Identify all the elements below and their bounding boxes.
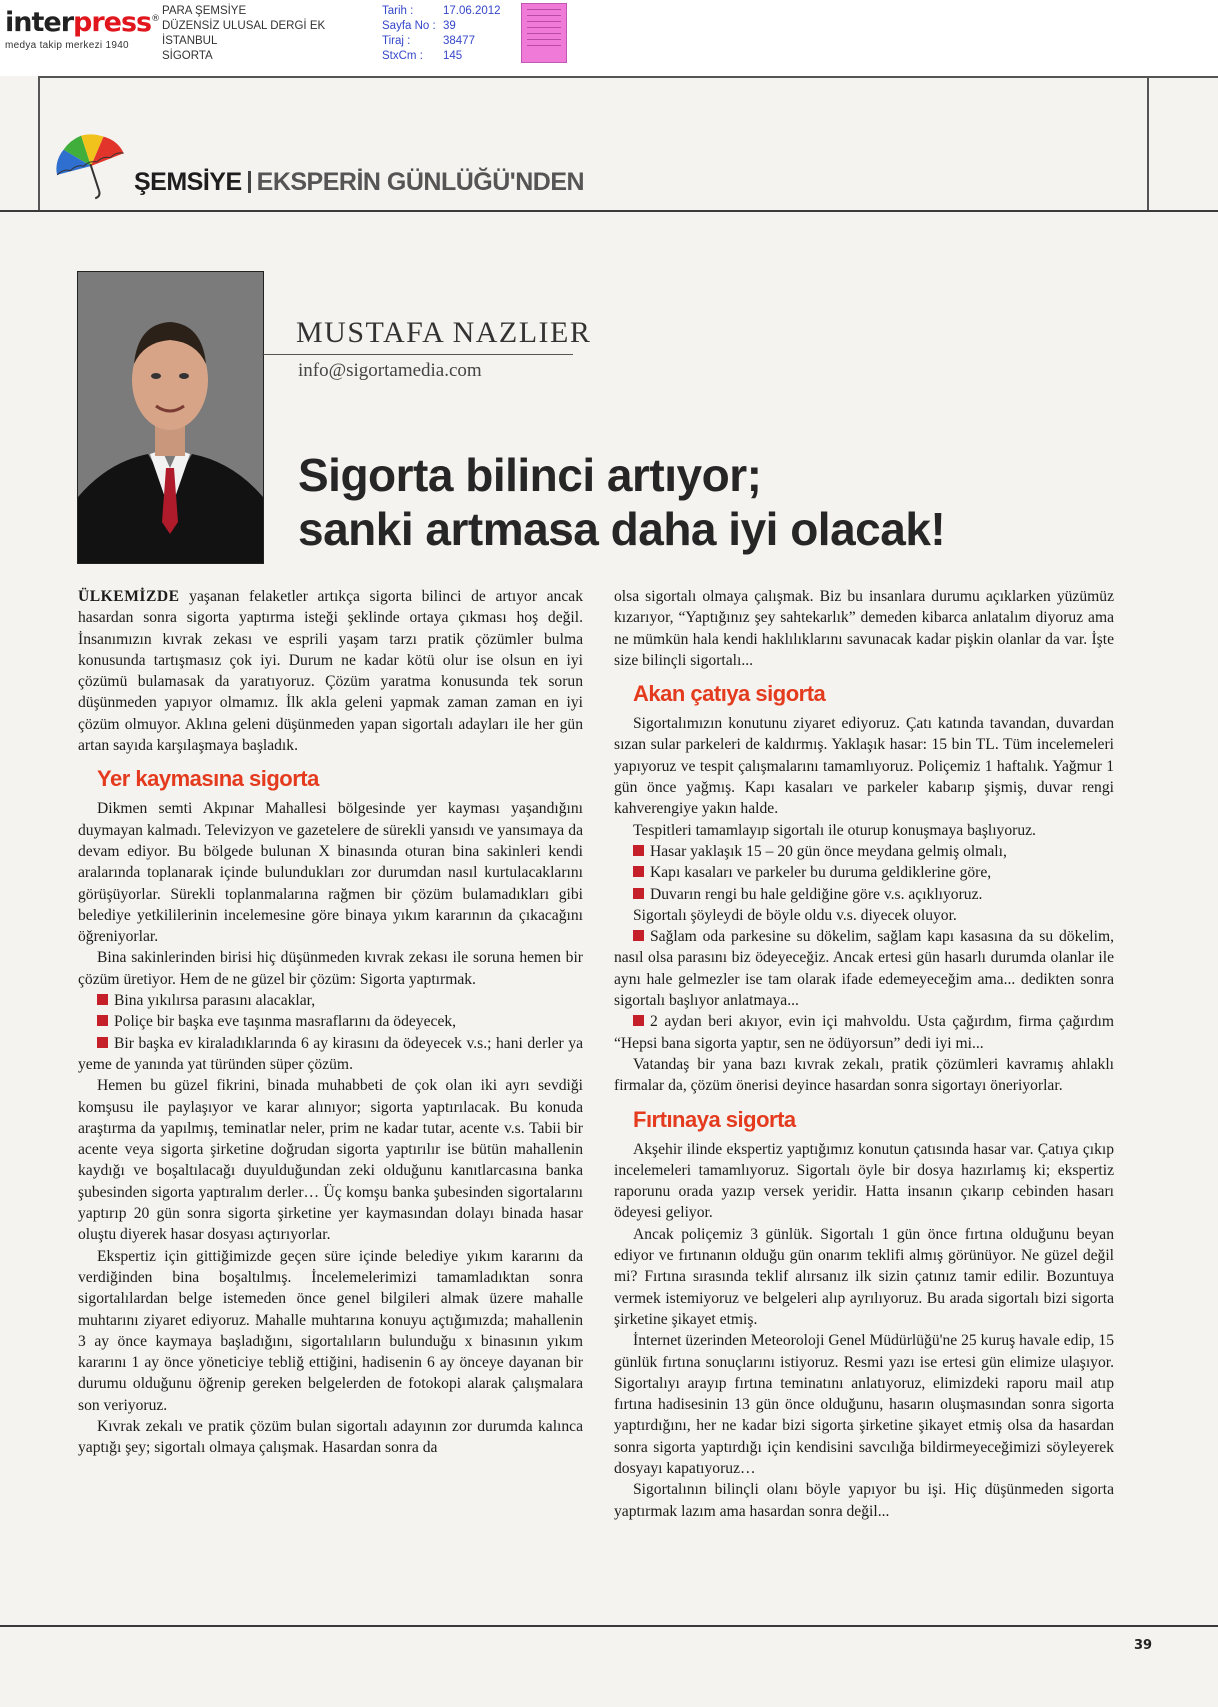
paragraph: Vatandaş bir yana bazı kıvrak zekalı, pratik çözümleri kavramış ahlaklı firmalar da, çözüm önerisi deyince hasardan sonra sigortayı öneriyorlar.	[614, 1055, 1114, 1095]
lead-word: ÜLKEMİZDE	[78, 588, 180, 605]
bullet-square-icon	[633, 930, 644, 941]
subheading: Akan çatıya sigorta	[633, 681, 826, 707]
clipping-header	[0, 0, 1218, 76]
bullet-square-icon	[97, 1015, 108, 1026]
divider	[40, 76, 1218, 78]
paragraph: ÜLKEMİZDE yaşanan felaketler artıkça sigorta bilinci de artıyor ancak hasardan sonra sigorta yaptırma isteği şeklinde ortaya çıkması hoş değil. İnsanımızın kıvrak zekası ve esprili yaşam tarzı pratik çözümler bulma konusunda tartışmasız çok iyi. Durum ne kadar kötü olur ise olsun en iyi çözümü bulamasak da yaratıyoruz. Çözüm yaratma konusunda tek sorun düşünmeden yapıyor olmamız. İlk akla geleni yapmak zaman zaman en iyi çözüm olmuyor. Aklına geleni düşünmeden yapan sigortalı adayları ile her gün artan sayıda karşılaşmaya başladık.	[78, 588, 583, 755]
bullet-item: Sağlam oda parkesine su dökelim, sağlam kapı kasasına da su dökelim, nasıl olsa parasını biz ödeyeceğiz. Ancak ertesi gün hasarlı durumda olanlar ile aynı hale gelmezler ise tam olarak ifade edemeyeceğim ama... dedikten sonra sigortalı başlıyor anlatmaya...	[614, 928, 1114, 1010]
logo-tagline: medya takip merkezi 1940	[5, 40, 129, 51]
bullet-item: Hasar yaklaşık 15 – 20 gün önce meydana gelmiş olmalı,	[614, 841, 1114, 862]
publication-info	[162, 4, 325, 64]
logo-prefix: inter	[5, 7, 74, 38]
logo-suffix: press	[73, 7, 152, 38]
page-number: 39	[1134, 1638, 1153, 1653]
divider	[262, 354, 573, 355]
publication-name: PARA ŞEMSİYE	[162, 5, 247, 17]
publication-type: DÜZENSİZ ULUSAL DERGİ EK	[162, 20, 326, 32]
bullet-item: Bir başka ev kiraladıklarında 6 ay kirasını da ödeyecek v.s.; hani derler ya yeme de yanında yat türünden süper çözüm.	[78, 1034, 583, 1073]
bullet-item: Duvarın rengi bu hale geldiğine göre v.s. açıklıyoruz.	[614, 884, 1114, 905]
bullet-square-icon	[633, 845, 644, 856]
bullet-square-icon	[633, 866, 644, 877]
label-page: Sayfa No :	[382, 20, 436, 32]
value-page: 39	[443, 20, 456, 32]
page-thumbnail[interactable]	[521, 3, 567, 63]
subheading: Yer kaymasına sigorta	[97, 766, 319, 792]
section-header	[134, 168, 584, 197]
bullet-item: Kapı kasaları ve parkeler bu duruma geldiklerine göre,	[614, 862, 1114, 883]
label-stxcm: StxCm :	[382, 50, 423, 62]
article-headline	[298, 448, 1058, 556]
bullet-square-icon	[633, 888, 644, 899]
paragraph: olsa sigortalı olmaya çalışmak. Biz bu insanlara durumu açıklarken yüzümüz kızarıyor, “Yaptığınız şey sahtekarlık” demeden kibarca anlatalım diyoruz ama ne mümkün hala kendi haklılıklarını savunacak kadar pişkin olanlar da var. İşte size bilinçli sigortalı...	[614, 588, 1114, 669]
label-date: Tarih :	[382, 5, 414, 17]
paragraph: Sigortalının bilinçli olanı böyle yapıyor bu işi. Hiç düşünmeden sigorta yaptırmak lazım ama hasardan sonra değil...	[614, 1481, 1114, 1520]
interpress-logo	[5, 4, 160, 51]
paragraph: İnternet üzerinden Meteoroloji Genel Müdürlüğü'ne 25 kuruş havale edip, 15 günlük fırtına sonuçlarını istiyoruz. Resmi yazı ise ertesi gün elimize ulaşıyor. Sigortalıyı arayıp fırtına teminatını anlatıyoruz, elimizdeki raporu mail atıp fırtına hadisesinin 13 gün önce olduğunu, hasarın oluşmasından sonra sigorta yaptırdığını, her ne kadar bizi sigorta şirketine şikayet etmiş olsa da hasardan sonra sigorta yaptırdığı için kendisini savcılığa bildirmeyeceğimizi söyleyerek dosyayı kapatıyoruz…	[614, 1332, 1114, 1477]
article-column-left	[78, 586, 583, 1459]
section-title: EKSPERİN GÜNLÜĞÜ'NDEN	[256, 168, 585, 196]
bullet-square-icon	[97, 1037, 108, 1048]
divider	[0, 1625, 1218, 1627]
umbrella-icon	[50, 130, 132, 202]
author-photo	[77, 271, 264, 564]
paragraph: Dikmen semti Akpınar Mahallesi bölgesinde yer kayması yaşandığını duymayan kalmadı. Televizyon ve gazetelere de sürekli yansıdı ve yansımaya da devam ediyor. Bu bölgede bulunan X binasında oturan bina sakinleri kendi aralarında toplanarak içinde bulundukları zor durumdan nasıl kurtulacaklarını görüşüyorlar. Sürekli toplanmalarına rağmen bir çözüm bulamadıkları gibi belediye yetkililerinin incelemesine göre binaya yıkım kararının da çıkacağını öğreniyorlar.	[78, 800, 583, 946]
paragraph: Sigortalı şöyleydi de böyle oldu v.s. diyecek oluyor.	[633, 906, 957, 924]
meta-values	[443, 4, 501, 64]
author-email[interactable]: info@sigortamedia.com	[298, 360, 482, 381]
bullet-item: 2 aydan beri akıyor, evin içi mahvoldu. Usta çağırdım, firma çağırdım “Hepsi bana sigorta yaptır, sen ne ödüyorsun” dedi iyi mi...	[614, 1013, 1114, 1052]
magazine-page	[0, 76, 1218, 1707]
value-circulation: 38477	[443, 35, 475, 47]
value-stxcm: 145	[443, 50, 463, 62]
subheading: Fırtınaya sigorta	[633, 1106, 796, 1132]
paragraph: Sigortalımızın konutunu ziyaret ediyoruz. Çatı katında tavandan, duvardan sızan sular parkeleri de kaldırmış. Yaklaşık hasar: 15 bin TL. Tüm incelemeleri yapıyoruz ve tespit çalışmalarını tamamlıyoruz. Poliçemiz 1 haftalık. Yağmur 1 gün önce yağmış. Kapı kasaları ve parkeler kabarıp şişmiş, duvar rengi kahverengiye yakın halde.	[614, 715, 1114, 818]
label-circulation: Tiraj :	[382, 35, 411, 47]
author-name: MUSTAFA NAZLIER	[296, 316, 592, 349]
divider	[38, 76, 40, 210]
divider	[0, 210, 1218, 212]
headline-line-1: Sigorta bilinci artıyor;	[298, 449, 762, 501]
paragraph: Bina sakinlerinden birisi hiç düşünmeden kıvrak zekası ile soruna hemen bir çözüm üretiyor. Hem de ne güzel bir çözüm: Sigorta yaptırmak.	[78, 949, 583, 988]
paragraph: Kıvrak zekalı ve pratik çözüm bulan sigortalı adayının zor durumda kalınca yaptığı şey; sigortalı olmaya çalışmak. Hasardan sonra da	[78, 1417, 583, 1457]
section-brand: ŞEMSİYE	[134, 168, 242, 196]
value-date: 17.06.2012	[443, 5, 501, 17]
paragraph: Hemen bu güzel fikrini, binada muhabbeti de çok olan iki ayrı sevdiği komşusu ile paylaşıyor ve karar alınıyor; sigorta yaptırılacak. Bu konuda araştırma da yapılmış, teminatlar neler, prim ne kadar tutar, acente v.s. Tabii bir acente veya sigorta şirketine doğrudan sigorta yaptırılır ise bütün mahallenin kaydığı ve boşaltılacağı duyulduğundan zeki olduğunu kanıtlarcasına banka şubesinden sigorta yaptıralım derler… Üç komşu banka şubesinden sigortalarını yaptırıp 20 gün sonra sigorta şirketine yer kaymasından dolayı binada hasar oluştu diyerek hasar dosyası açtırıyorlar.	[78, 1077, 583, 1244]
meta-labels	[382, 4, 436, 64]
divider	[1147, 76, 1149, 210]
publication-topic: SİGORTA	[162, 50, 213, 62]
registered-mark: ®	[151, 14, 160, 24]
paragraph: Ancak poliçemiz 3 günlük. Sigortalı 1 gün önce fırtına olduğunu beyan ediyor ve fırtınanın olduğu gün onarım teklifi almış görünüyor. Ne güzel değil mi? Fırtına sırasında teklif alırsanız ilk sizin çatınız tamir edilir. Bozuntuya vermek istemiyoruz ve belgeleri alıp ayrılıyoruz. Bu arada sigortalı bizi sigorta şirketine şikayet etmiş.	[614, 1225, 1114, 1328]
paragraph: Ekspertiz için gittiğimizde geçen süre içinde belediye yıkım kararını da verdiğinden bina boşaltılmış. İncelemelerimizi tamamladıktan sonra sigortalılardan belge istemeden önce genel bilgileri almak üzere mahalle muhtarını ziyaret ediyoruz. Mahalle muhtarına konuyu açtığımızda; mahallenin 3 ay önce kaymaya başladığını, sigortalıların bulunduğu x binasının yıkım kararını 1 ay önce yöneticiye tebliğ ettiğini, hadisenin 6 ay önceye dayanan bir durumu olduğunu öğrenip gereken belgelerden de fotokopi alarak çalışmalara son veriyoruz.	[78, 1247, 583, 1414]
bullet-square-icon	[633, 1015, 644, 1026]
bullet-item: Poliçe bir başka eve taşınma masraflarını da ödeyecek,	[78, 1011, 583, 1032]
paragraph: Akşehir ilinde ekspertiz yaptığımız konutun çatısında hasar var. Çatıya çıkıp incelemeleri tamamlıyoruz. Sigortalı öyle bir dosya hazırlamış ki; ekspertiz raporunu orada yazıp versek yeridir. Hatta insanın çıkarıp cebinden hasarı ödeyesi geliyor.	[614, 1140, 1114, 1222]
bullet-square-icon	[97, 994, 108, 1005]
publication-city: İSTANBUL	[162, 35, 218, 47]
paragraph: Tespitleri tamamlayıp sigortalı ile oturup konuşmaya başlıyoruz.	[633, 821, 1036, 839]
bullet-item: Bina yıkılırsa parasını alacaklar,	[78, 990, 583, 1011]
headline-line-2: sanki artmasa daha iyi olacak!	[298, 503, 946, 555]
article-column-right	[614, 586, 1114, 1522]
